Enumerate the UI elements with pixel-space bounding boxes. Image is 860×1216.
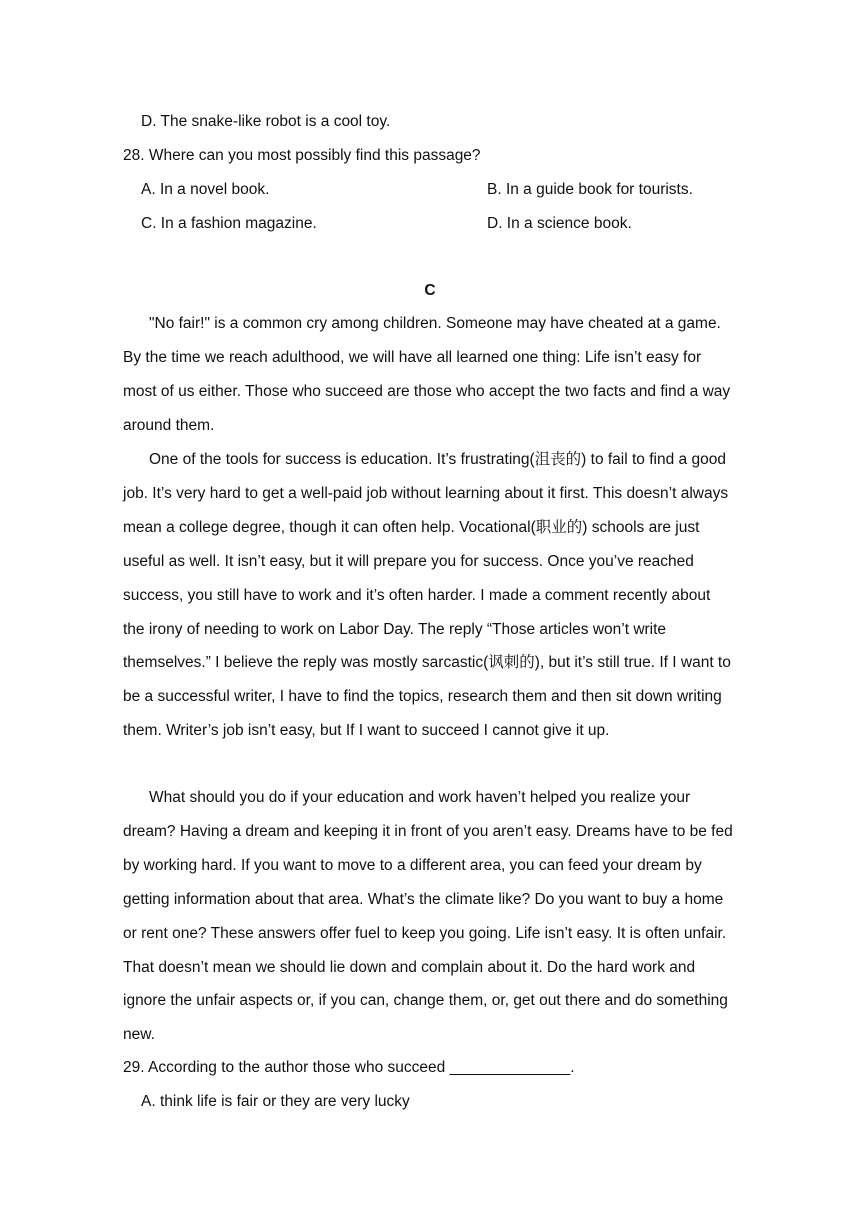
q28-option-c: C. In a fashion magazine.	[141, 215, 317, 232]
paragraph-3: What should you do if your education and work haven’t helped you realize your dream? Having a dream and keeping it in front of you aren’t easy. Dreams have to be fed by working hard. If you want to move to a different area, you can feed your dream by getting information about that area. What’s the climate like? Do you want to buy a home or rent one? These answers offer fuel to keep you going. Life isn’t easy. It is often unfair. That doesn’t mean we should lie down and complain about it. Do the hard work and ignore the unfair aspects or, if you can, change them, or, get out there and do something new.	[123, 789, 733, 1044]
paragraph-1: "No fair!" is a common cry among children. Someone may have cheated at a game. By the time we reach adulthood, we will have all learned one thing: Life isn’t easy for most of us either. Those who succeed are those who accept the two facts and find a way around them.	[123, 315, 731, 434]
q29-option-a: A. think life is fair or they are very lucky	[141, 1093, 410, 1110]
q28-question: 28. Where can you most possibly find this passage?	[123, 147, 481, 164]
q29-question: 29. According to the author those who succeed ______________.	[123, 1059, 575, 1076]
paragraph-2: One of the tools for success is education. It’s frustrating(沮丧的) to fail to find a good job. It’s very hard to get a well-paid job without learning about it first. This doesn’t always mean a college degree, though it can often help. Vocational(职业的) schools are just useful as well. It isn’t easy, but it will prepare you for success. Once you’ve reached success, you still have to work and it’s often harder. I made a comment recently about the irony of needing to work on Labor Day. The reply “Those articles won’t write themselves.” I believe the reply was mostly sarcastic(讽刺的), but it’s still true. If I want to be a successful writer, I have to find the topics, research them and then sit down writing them. Writer’s job isn’t easy, but If I want to succeed I cannot give it up.	[123, 451, 731, 740]
q27-option-d: D. The snake-like robot is a cool toy.	[141, 113, 391, 130]
q28-option-d: D. In a science book.	[487, 215, 632, 232]
q28-option-b: B. In a guide book for tourists.	[487, 181, 693, 198]
q28-option-a: A. In a novel book.	[141, 181, 270, 198]
section-heading: C	[424, 282, 436, 299]
